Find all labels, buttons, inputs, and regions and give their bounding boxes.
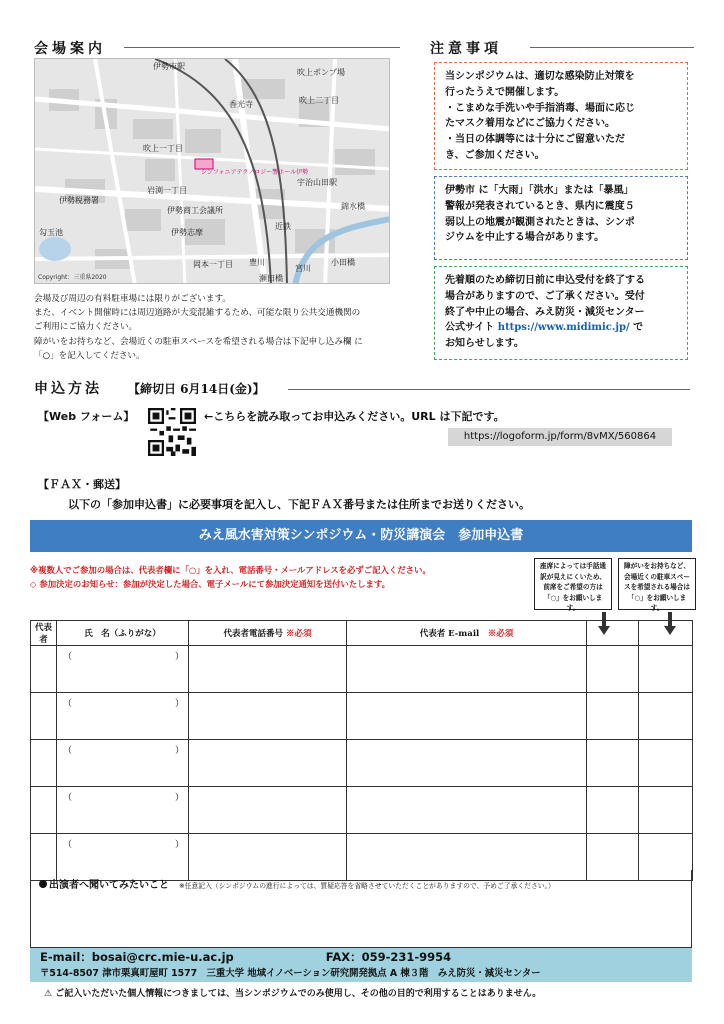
- map-label: 豊川: [249, 258, 265, 267]
- caution-line: [445, 320, 677, 336]
- map-label: 錦水橋: [341, 202, 365, 211]
- venue-title-rule: [124, 47, 400, 48]
- parking-cell[interactable]: [639, 740, 693, 787]
- map-label: 吹上一丁目: [143, 144, 183, 153]
- site-suffix: で: [629, 322, 644, 334]
- note-line: 「○」を記入してください。: [34, 350, 145, 361]
- caution-line: 行ったうえで開催します。: [445, 86, 565, 98]
- col-name: 氏 名（ふりがな）: [57, 621, 189, 646]
- caution-title-rule: [530, 47, 694, 48]
- paren-open: （: [63, 652, 73, 662]
- rep-cell[interactable]: [31, 740, 57, 787]
- contact-email[interactable]: E-mail：bosai@crc.mie-u.ac.jp: [40, 950, 234, 964]
- caution-title: 注意事項: [430, 41, 502, 57]
- paren-close: ）: [174, 652, 184, 662]
- form-header: みえ風水害対策シンポジウム・防災講演会 参加申込書: [30, 520, 692, 552]
- map-label: 宇治山田駅: [297, 178, 337, 187]
- question-input-area[interactable]: [30, 870, 692, 948]
- paren-close: ）: [174, 840, 184, 850]
- application-table: [30, 620, 693, 881]
- map-label: 近鉄: [275, 222, 291, 231]
- table-row: [31, 646, 693, 693]
- rep-cell[interactable]: [31, 787, 57, 834]
- paren-open: （: [63, 746, 73, 756]
- parking-cell[interactable]: [639, 646, 693, 693]
- paren-close: ）: [174, 746, 184, 756]
- caution-line: 終了や中止の場合、みえ防災・減災センター: [445, 306, 645, 318]
- paren-open: （: [63, 793, 73, 803]
- seat-cell[interactable]: [587, 646, 639, 693]
- parking-cell[interactable]: [639, 693, 693, 740]
- question-title: [39, 876, 683, 891]
- map-label: 小田橋: [331, 258, 355, 267]
- phone-cell[interactable]: [189, 646, 347, 693]
- map-label-station: 伊勢市駅: [153, 62, 185, 71]
- table-row: [31, 693, 693, 740]
- map-label: 吹上二丁目: [299, 96, 339, 105]
- paren-close: ）: [174, 793, 184, 803]
- col-parking-request: [639, 621, 693, 646]
- col-email-label: 代表者 E-mail: [419, 629, 480, 639]
- form-note-notification: ◇ 参加決定のお知らせ：参加が決定した場合、電子メールにて参加決定通知を送付いたします。: [30, 579, 391, 589]
- caution-line: ・当日の体調等には十分にご留意いただ: [445, 134, 625, 146]
- apply-title: 申込方法: [34, 381, 102, 397]
- venue-pin: シンフォニアテクノロジー響ホール伊勢: [201, 169, 309, 176]
- form-note-multiple: ※複数人でご参加の場合は、代表者欄に「○」を入れ、電話番号・メールアドレスを必ずご記入ください。: [30, 565, 431, 575]
- qr-code-icon[interactable]: [148, 408, 196, 456]
- caution-line: 弱以上の地震が観測されたときは、シンポ: [445, 216, 635, 228]
- phone-cell[interactable]: [189, 787, 347, 834]
- caution-line: 場合がありますので、ご了承ください。受付: [445, 290, 645, 302]
- contact-fax: FAX：059-231-9954: [325, 950, 452, 964]
- email-cell[interactable]: [347, 787, 587, 834]
- rep-cell[interactable]: [31, 693, 57, 740]
- apply-title-rule: [288, 389, 690, 390]
- note-line: また、イベント開催時には周辺道路が大変混雑するため、可能な限り公共交通機関の: [34, 308, 361, 319]
- parking-request-note: 障がいをお持ちなど、会場近くの駐車スペースを希望される場合は「○」をお願いします。: [618, 558, 696, 610]
- map-label: 吹上ポンプ場: [297, 68, 345, 77]
- map-label: 香光寺: [229, 100, 253, 109]
- web-form-url[interactable]: https://logoform.jp/form/8vMX/560864: [448, 428, 672, 446]
- caution-infection-box: [434, 62, 688, 170]
- note-line: 障がいをお持ちなど、会場近くの駐車スペースを希望される場合は下記申し込み欄 に: [34, 336, 363, 347]
- caution-line: ジウムを中止する場合があります。: [445, 232, 605, 244]
- required-mark: ※必須: [285, 629, 312, 639]
- contact-address: 〒514-8507 津市栗真町屋町 1577 三重大学 地域イノベーション研究開発拠点 A 棟３階 みえ防災・減災センター: [40, 968, 541, 979]
- seat-cell[interactable]: [587, 740, 639, 787]
- caution-line: 当シンポジウムは、適切な感染防止対策を: [445, 71, 635, 82]
- caution-line: 伊勢市 に「大雨」「洪水」または「暴風」: [445, 185, 634, 196]
- caution-weather-box: [434, 176, 688, 260]
- contact-footer: [30, 948, 692, 982]
- col-representative: 代表者: [31, 621, 57, 646]
- phone-cell[interactable]: [189, 693, 347, 740]
- map-label: 岩渕一丁目: [147, 186, 187, 195]
- map-label: 瀬田橋: [259, 274, 283, 283]
- parking-notes: [34, 292, 392, 363]
- col-phone-label: 代表者電話番号: [223, 629, 284, 639]
- question-note: ※任意記入（シンポジウムの進行によっては、質疑応答を省略させていただくことがありますので、予めご了承ください。）: [179, 882, 555, 890]
- name-cell[interactable]: [57, 646, 189, 693]
- web-form-label: 【Web フォーム】: [38, 410, 135, 423]
- phone-cell[interactable]: [189, 740, 347, 787]
- email-cell[interactable]: [347, 646, 587, 693]
- fax-mail-label: 【ＦＡＸ・郵送】: [38, 478, 126, 491]
- col-email: [347, 621, 587, 646]
- question-label: 出演者へ聞いてみたいこと: [49, 880, 169, 891]
- name-cell[interactable]: [57, 693, 189, 740]
- seat-cell[interactable]: [587, 693, 639, 740]
- caution-line: たマスク着用などにご協力ください。: [445, 118, 615, 130]
- email-cell[interactable]: [347, 740, 587, 787]
- caution-line: 警報が発表されているとき、県内に震度５: [445, 200, 635, 212]
- privacy-notice: ⚠ ご記入いただいた個人情報につきましては、当シンポジウムでのみ使用し、その他の目的で利用することはありません。: [44, 989, 542, 999]
- paren-open: （: [63, 840, 73, 850]
- map-label: 岡本一丁目: [193, 260, 233, 269]
- name-cell[interactable]: [57, 740, 189, 787]
- required-mark: ※必須: [487, 629, 514, 639]
- apply-deadline: 【締切日 6月14日(金)】: [128, 382, 265, 396]
- site-prefix: 公式サイト: [445, 322, 498, 334]
- caution-line: ・こまめな手洗いや手指消毒、場面に応じ: [445, 102, 635, 114]
- bullet-dot-icon: [39, 880, 47, 888]
- table-row: [31, 787, 693, 834]
- sign-language-seat-note: 座席によっては手話通訳が見えにくいため、前席をご希望の方は「○」をお願いします。: [534, 558, 612, 610]
- map-label: 伊勢商工会議所: [167, 206, 223, 215]
- caution-capacity-box: [434, 266, 688, 360]
- caution-line: お知らせします。: [445, 338, 524, 350]
- official-site-link[interactable]: https://www.midimic.jp/: [497, 322, 630, 334]
- paren-open: （: [63, 699, 73, 709]
- map-label: 伊勢志摩: [171, 228, 203, 237]
- map-label: 宮川: [295, 264, 311, 273]
- caution-line: 先着順のため締切日前に申込受付を終了する: [445, 275, 645, 286]
- note-line: ご利用にご協力ください。: [34, 322, 138, 333]
- table-row: [31, 740, 693, 787]
- note-line: 会場及び周辺の有料駐車場には限りがございます。: [34, 294, 231, 304]
- table-header-row: [31, 621, 693, 646]
- seat-cell[interactable]: [587, 787, 639, 834]
- rep-cell[interactable]: [31, 646, 57, 693]
- name-cell[interactable]: [57, 787, 189, 834]
- parking-cell[interactable]: [639, 787, 693, 834]
- map-label: 勾玉池: [39, 228, 63, 237]
- caution-line: き、ご参加ください。: [445, 149, 545, 161]
- col-phone: [189, 621, 347, 646]
- contact-row: [40, 949, 682, 965]
- fax-mail-instruction: 以下の「参加申込書」に必要事項を記入し、下記ＦＡＸ番号または住所までお送りください。: [68, 498, 530, 511]
- venue-map: [34, 58, 390, 284]
- venue-title: 会場案内: [34, 41, 106, 57]
- map-label: 伊勢税務署: [59, 196, 99, 205]
- web-form-instruction: ←こちらを読み取ってお申込みください。URL は下記です。: [204, 410, 505, 423]
- email-cell[interactable]: [347, 693, 587, 740]
- paren-close: ）: [174, 699, 184, 709]
- map-copyright: Copyright：三重県2020: [38, 274, 107, 281]
- col-seat-request: [587, 621, 639, 646]
